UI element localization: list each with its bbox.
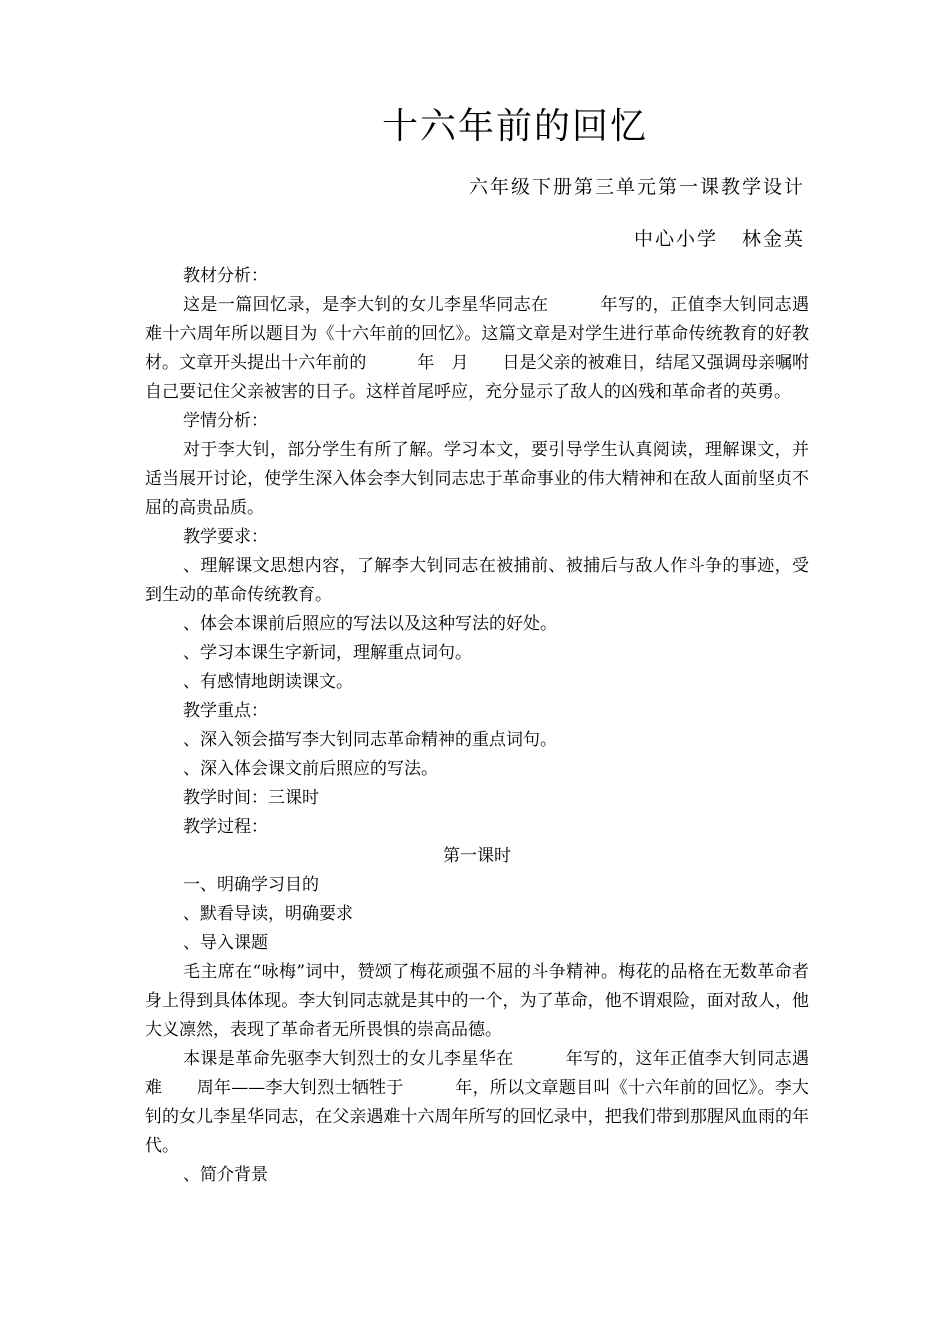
paragraph: 对于李大钊，部分学生有所了解。学习本文，要引导学生认真阅读，理解课文，并适当展开讨论，使学生深入体会李大钊同志忠于革命事业的伟大精神和在敌人面前坚贞不屈的高贵品质。 — [145, 440, 809, 518]
heading-student-analysis: 学情分析： — [183, 411, 268, 431]
heading-textbook-analysis: 教材分析： — [183, 266, 268, 286]
paragraph: 这是一篇回忆录，是李大钊的女儿李星华同志在 年写的，正值李大钊同志遇难十六周年所以题目为《十六年前的回忆》。这篇文章是对学生进行革命传统教育的好教材。文章开头提出十六年前的 年 月 日是父亲的被难日，结尾又强调母亲嘱咐自己要记住父亲被害的日子。这样首尾呼应，充分显示了敌人的凶残和革命者的英勇。 — [145, 295, 809, 402]
author-name: 林金英 — [741, 228, 805, 250]
paragraph: 本课是革命先驱李大钊烈士的女儿李星华在 年写的，这年正值李大钊同志遇难 周年——李大钊烈士牺牲于 年，所以文章题目叫《十六年前的回忆》。李大钊的女儿李星华同志，在父亲遇难十六周年所写的回忆录中，把我们带到那腥风血雨的年代。 — [145, 1049, 809, 1156]
heading-teaching-focus: 教学重点： — [183, 701, 268, 721]
teaching-time: 教学时间：三课时 — [183, 788, 319, 808]
list-item: 、深入体会课文前后照应的写法。 — [183, 759, 438, 779]
document-title: 十六年前的回忆 — [381, 106, 648, 147]
list-item: 、体会本课前后照应的写法以及这种写法的好处。 — [183, 614, 557, 634]
list-item: 、有感情地朗读课文。 — [183, 672, 353, 692]
school-name: 中心小学 — [633, 228, 718, 250]
list-item: 、学习本课生字新词，理解重点词句。 — [183, 643, 472, 663]
list-item: 、导入课题 — [183, 933, 268, 953]
heading-teaching-requirements: 教学要求： — [183, 527, 268, 547]
list-item: 、深入领会描写李大钊同志革命精神的重点词句。 — [183, 730, 557, 750]
list-item: 、理解课文思想内容，了解李大钊同志在被捕前、被捕后与敌人作斗争的事迹，受到生动的革命传统教育。 — [145, 556, 809, 605]
section-heading: 一、明确学习目的 — [183, 875, 319, 895]
document-subtitle: 六年级下册第三单元第一课教学设计 — [468, 176, 805, 198]
list-item: 、简介背景 — [183, 1165, 268, 1185]
list-item: 、默看导读，明确要求 — [183, 904, 353, 924]
document-body — [145, 262, 809, 1190]
paragraph: 毛主席在“咏梅”词中，赞颂了梅花顽强不屈的斗争精神。梅花的品格在无数革命者身上得到具体体现。李大钊同志就是其中的一个，为了革命，他不谓艰险，面对敌人，他大义凛然，表现了革命者无所畏惧的崇高品德。 — [145, 962, 809, 1040]
author-line — [634, 224, 805, 251]
lesson-heading: 第一课时 — [443, 846, 511, 866]
heading-teaching-process: 教学过程： — [183, 817, 268, 837]
